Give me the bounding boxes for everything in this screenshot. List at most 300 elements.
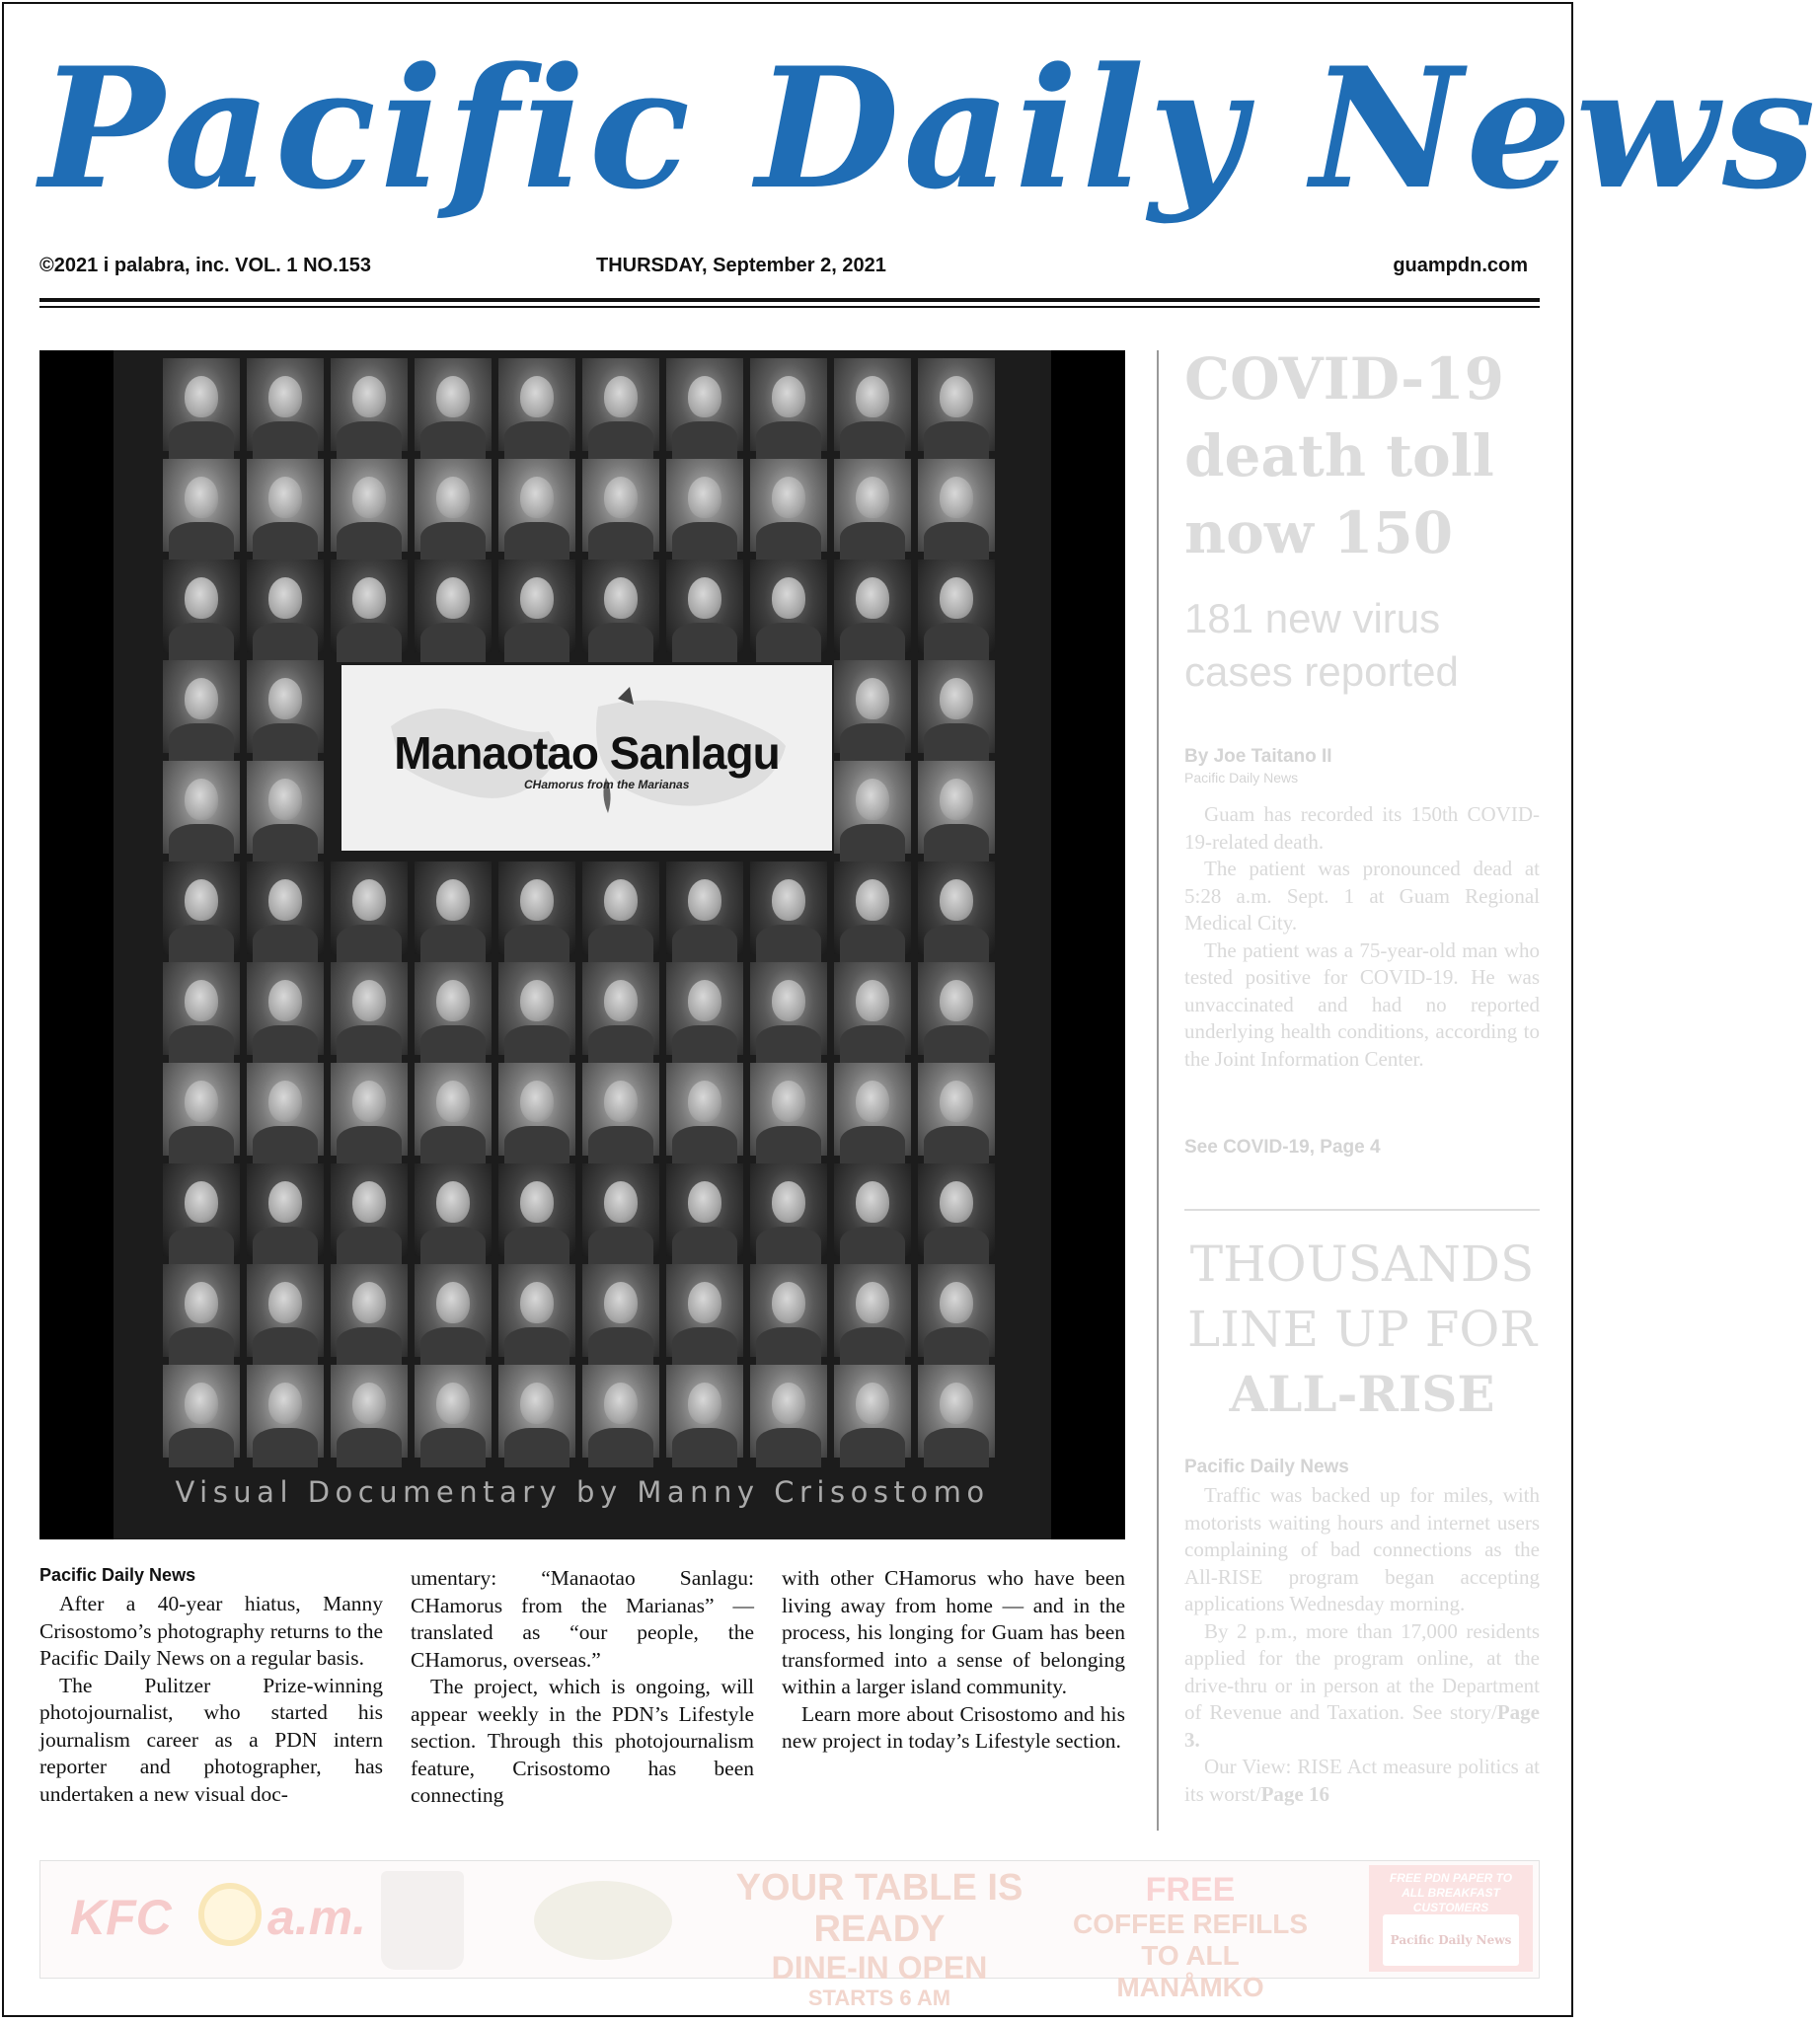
- portrait-face: [604, 1383, 638, 1424]
- article-paragraph: The project, which is ongoing, will appear weekly in the PDN’s Lifestyle section. Through this photojournalism feature, Crisostomo has been connecting: [411, 1675, 754, 1807]
- allrise-headline-line: LINE UP FOR: [1186, 1301, 1538, 1358]
- portrait-photo: [415, 1365, 492, 1458]
- allrise-headline-line: ALL-RISE: [1229, 1365, 1495, 1423]
- portrait-photo: [163, 1365, 240, 1458]
- portrait-photo: [834, 660, 911, 753]
- portrait-shoulders: [337, 1227, 402, 1266]
- portrait-shoulders: [588, 1025, 653, 1065]
- portrait-shoulders: [756, 1327, 821, 1367]
- portrait-face: [688, 577, 721, 619]
- portrait-photo: [163, 1264, 240, 1357]
- portrait-face: [520, 477, 554, 518]
- portrait-shoulders: [588, 522, 653, 562]
- portrait-face: [940, 879, 973, 921]
- portrait-face: [436, 577, 470, 619]
- portrait-shoulders: [253, 723, 318, 763]
- portrait-shoulders: [504, 1227, 569, 1266]
- portrait-shoulders: [840, 723, 905, 763]
- portrait-photo: [498, 560, 575, 652]
- portrait-photo: [582, 962, 659, 1055]
- portrait-photo: [331, 1163, 408, 1256]
- portrait-face: [352, 980, 386, 1021]
- portrait-shoulders: [924, 723, 989, 763]
- portrait-shoulders: [420, 421, 486, 461]
- portrait-photo: [331, 1264, 408, 1357]
- portrait-shoulders: [253, 623, 318, 662]
- portrait-photo: [834, 862, 911, 954]
- portrait-shoulders: [588, 1428, 653, 1467]
- portrait-photo: [666, 1365, 743, 1458]
- covid-body: [1184, 801, 1540, 1073]
- portrait-shoulders: [840, 1327, 905, 1367]
- portrait-shoulders: [169, 1126, 234, 1165]
- masthead-rule-thick: [39, 298, 1540, 302]
- portrait-shoulders: [672, 1025, 737, 1065]
- portrait-face: [352, 1181, 386, 1223]
- portrait-face: [856, 980, 889, 1021]
- allrise-paragraph-text: Our View: RISE Act measure politics at its worst/: [1184, 1755, 1540, 1806]
- portrait-face: [772, 1282, 805, 1323]
- portrait-face: [940, 1081, 973, 1122]
- portrait-photo: [498, 1365, 575, 1458]
- portrait-photo: [834, 761, 911, 854]
- portrait-shoulders: [588, 1227, 653, 1266]
- newspaper-icon: Pacific Daily News: [1383, 1914, 1519, 1966]
- portrait-photo: [918, 1163, 995, 1256]
- portrait-shoulders: [253, 925, 318, 964]
- portrait-shoulders: [672, 522, 737, 562]
- portrait-shoulders: [756, 522, 821, 562]
- portrait-face: [436, 1081, 470, 1122]
- portrait-photo: [498, 862, 575, 954]
- ad-line: TO ALL MANÅMKO: [1116, 1940, 1264, 2002]
- portrait-face: [268, 980, 302, 1021]
- article-paragraph: Learn more about Crisostomo and his new project in today’s Lifestyle section.: [782, 1701, 1125, 1753]
- portrait-photo: [918, 459, 995, 552]
- portrait-shoulders: [253, 1428, 318, 1467]
- covid-headline[interactable]: COVID-19 death toll now 150: [1184, 345, 1504, 566]
- portrait-photo: [918, 962, 995, 1055]
- allrise-headline[interactable]: [1184, 1232, 1540, 1427]
- portrait-shoulders: [840, 1428, 905, 1467]
- portrait-shoulders: [924, 1428, 989, 1467]
- ad-line: COFFEE REFILLS: [1073, 1909, 1308, 1939]
- portrait-face: [436, 376, 470, 417]
- portrait-shoulders: [924, 1227, 989, 1266]
- portrait-face: [268, 1282, 302, 1323]
- portrait-face: [604, 1081, 638, 1122]
- sidebar-divider: [1184, 1209, 1540, 1211]
- portrait-face: [856, 477, 889, 518]
- portrait-photo: [331, 862, 408, 954]
- portrait-shoulders: [337, 623, 402, 662]
- portrait-face: [688, 879, 721, 921]
- portrait-face: [520, 980, 554, 1021]
- portrait-shoulders: [420, 1428, 486, 1467]
- portrait-face: [856, 1383, 889, 1424]
- portrait-face: [772, 980, 805, 1021]
- portrait-photo: [415, 358, 492, 451]
- portrait-shoulders: [253, 1327, 318, 1367]
- portrait-photo: [834, 358, 911, 451]
- portrait-face: [268, 879, 302, 921]
- poster-logo-title: Manaotao Sanlagu: [394, 727, 780, 779]
- portrait-face: [604, 879, 638, 921]
- portrait-shoulders: [169, 1025, 234, 1065]
- portrait-photo: [750, 459, 827, 552]
- portrait-face: [940, 577, 973, 619]
- portrait-face: [436, 1181, 470, 1223]
- ad-promo-text: FREE PDN PAPER TO ALL BREAKFAST CUSTOMERS: [1389, 1871, 1513, 1914]
- portrait-photo: [163, 862, 240, 954]
- portrait-photo: [498, 1163, 575, 1256]
- portrait-face: [185, 1383, 218, 1424]
- portrait-photo: [666, 962, 743, 1055]
- article-source: Pacific Daily News: [39, 1565, 196, 1585]
- portrait-face: [604, 1282, 638, 1323]
- portrait-face: [604, 477, 638, 518]
- portrait-photo: [834, 1365, 911, 1458]
- portrait-face: [436, 477, 470, 518]
- portrait-shoulders: [672, 421, 737, 461]
- portrait-photo: [666, 862, 743, 954]
- portrait-photo: [247, 660, 324, 753]
- portrait-photo: [918, 761, 995, 854]
- portrait-face: [185, 879, 218, 921]
- masthead: [39, 30, 1820, 252]
- article-column-3: [782, 1565, 1125, 1756]
- portrait-photo: [666, 1063, 743, 1156]
- portrait-photo: [750, 1365, 827, 1458]
- portrait-shoulders: [504, 1428, 569, 1467]
- portrait-face: [688, 1081, 721, 1122]
- portrait-photo: [415, 962, 492, 1055]
- ad-free-refills: [1067, 1871, 1314, 2003]
- portrait-shoulders: [169, 925, 234, 964]
- portrait-photo: [247, 862, 324, 954]
- portrait-shoulders: [840, 1025, 905, 1065]
- portrait-shoulders: [756, 925, 821, 964]
- portrait-shoulders: [672, 925, 737, 964]
- portrait-shoulders: [504, 1327, 569, 1367]
- portrait-face: [688, 1383, 721, 1424]
- portrait-face: [856, 1282, 889, 1323]
- portrait-face: [520, 1383, 554, 1424]
- portrait-photo: [498, 1264, 575, 1357]
- portrait-face: [772, 577, 805, 619]
- portrait-face: [604, 376, 638, 417]
- portrait-shoulders: [420, 1227, 486, 1266]
- article-column-2: [411, 1565, 754, 1810]
- allrise-paragraph-text: By 2 p.m., more than 17,000 residents applied for the program online, at the drive-thru or in person at the Department of Revenue and Taxation. See story/: [1184, 1618, 1540, 1724]
- portrait-photo: [918, 1264, 995, 1357]
- portrait-face: [520, 879, 554, 921]
- portrait-photo: [247, 1365, 324, 1458]
- portrait-shoulders: [253, 1126, 318, 1165]
- portrait-face: [604, 980, 638, 1021]
- portrait-shoulders: [756, 623, 821, 662]
- portrait-shoulders: [672, 1227, 737, 1266]
- portrait-face: [185, 1282, 218, 1323]
- portrait-face: [352, 577, 386, 619]
- portrait-photo: [582, 862, 659, 954]
- column-divider: [1157, 350, 1159, 1831]
- portrait-shoulders: [169, 824, 234, 863]
- portrait-photo: [163, 358, 240, 451]
- portrait-face: [268, 1383, 302, 1424]
- portrait-photo: [247, 1163, 324, 1256]
- portrait-face: [856, 879, 889, 921]
- kfc-logo: KFC: [70, 1890, 172, 1945]
- portrait-shoulders: [169, 723, 234, 763]
- portrait-photo: [750, 962, 827, 1055]
- portrait-shoulders: [337, 1327, 402, 1367]
- portrait-shoulders: [253, 1227, 318, 1266]
- portrait-shoulders: [924, 1025, 989, 1065]
- portrait-shoulders: [504, 623, 569, 662]
- portrait-face: [520, 1181, 554, 1223]
- portrait-shoulders: [840, 925, 905, 964]
- portrait-shoulders: [840, 522, 905, 562]
- portrait-face: [352, 1282, 386, 1323]
- portrait-photo: [247, 761, 324, 854]
- portrait-face: [185, 678, 218, 719]
- covid-byline-source: Pacific Daily News: [1184, 770, 1299, 786]
- portrait-shoulders: [924, 522, 989, 562]
- portrait-face: [856, 1081, 889, 1122]
- ad-free-label: FREE: [1145, 1871, 1236, 1909]
- dateline: [39, 255, 1540, 282]
- portrait-face: [688, 1282, 721, 1323]
- portrait-shoulders: [588, 623, 653, 662]
- portrait-shoulders: [588, 1327, 653, 1367]
- portrait-face: [352, 879, 386, 921]
- portrait-photo: [834, 560, 911, 652]
- portrait-shoulders: [588, 1126, 653, 1165]
- portrait-photo: [247, 459, 324, 552]
- portrait-photo: [498, 1063, 575, 1156]
- portrait-face: [688, 477, 721, 518]
- portrait-photo: [247, 962, 324, 1055]
- portrait-shoulders: [420, 1126, 486, 1165]
- portrait-face: [352, 376, 386, 417]
- portrait-photo: [582, 459, 659, 552]
- portrait-face: [856, 577, 889, 619]
- ad-promo-box: [1369, 1865, 1533, 1972]
- portrait-face: [856, 376, 889, 417]
- portrait-shoulders: [672, 1327, 737, 1367]
- portrait-face: [940, 477, 973, 518]
- sun-icon: [198, 1883, 262, 1946]
- portrait-face: [352, 1081, 386, 1122]
- portrait-face: [772, 1181, 805, 1223]
- ad-line: DINE-IN OPEN: [771, 1950, 988, 1986]
- portrait-photo: [498, 358, 575, 451]
- portrait-face: [520, 577, 554, 619]
- portrait-shoulders: [672, 623, 737, 662]
- portrait-shoulders: [337, 522, 402, 562]
- portrait-shoulders: [924, 1327, 989, 1367]
- portrait-face: [940, 980, 973, 1021]
- portrait-shoulders: [504, 421, 569, 461]
- portrait-face: [185, 577, 218, 619]
- portrait-shoulders: [420, 1327, 486, 1367]
- portrait-photo: [163, 962, 240, 1055]
- portrait-photo: [331, 1365, 408, 1458]
- covid-jump-link[interactable]: See COVID-19, Page 4: [1184, 1137, 1381, 1158]
- portrait-photo: [750, 560, 827, 652]
- kfc-ad-banner[interactable]: [39, 1860, 1540, 2010]
- masthead-title[interactable]: Pacific Daily News: [39, 31, 1820, 226]
- portrait-shoulders: [420, 522, 486, 562]
- portrait-photo: [247, 1063, 324, 1156]
- portrait-shoulders: [840, 1126, 905, 1165]
- issue-date: THURSDAY, September 2, 2021: [596, 255, 886, 276]
- ad-line: YOUR TABLE IS READY: [735, 1867, 1024, 1950]
- portrait-photo: [331, 459, 408, 552]
- portrait-face: [856, 678, 889, 719]
- portrait-shoulders: [420, 623, 486, 662]
- portrait-photo: [415, 1063, 492, 1156]
- portrait-face: [940, 779, 973, 820]
- portrait-photo: [918, 560, 995, 652]
- allrise-body: [1184, 1482, 1540, 1808]
- portrait-photo: [415, 862, 492, 954]
- covid-subhead: 181 new virus cases reported: [1184, 595, 1459, 695]
- portrait-shoulders: [337, 925, 402, 964]
- portrait-face: [940, 1383, 973, 1424]
- portrait-shoulders: [840, 1227, 905, 1266]
- portrait-shoulders: [169, 1327, 234, 1367]
- portrait-shoulders: [504, 925, 569, 964]
- portrait-photo: [163, 560, 240, 652]
- portrait-shoulders: [756, 1126, 821, 1165]
- portrait-photo: [331, 358, 408, 451]
- portrait-face: [268, 477, 302, 518]
- portrait-photo: [163, 459, 240, 552]
- portrait-shoulders: [924, 824, 989, 863]
- portrait-photo: [498, 459, 575, 552]
- portrait-photo: [918, 1365, 995, 1458]
- portrait-photo: [582, 560, 659, 652]
- portrait-face: [520, 1282, 554, 1323]
- portrait-photo: [415, 1163, 492, 1256]
- portrait-photo: [247, 1264, 324, 1357]
- article-column-1: [39, 1591, 383, 1808]
- portrait-photo: [582, 1163, 659, 1256]
- portrait-face: [352, 477, 386, 518]
- portrait-face: [436, 1383, 470, 1424]
- portrait-photo: [163, 1063, 240, 1156]
- portrait-shoulders: [924, 925, 989, 964]
- portrait-face: [185, 1081, 218, 1122]
- portrait-photo: [750, 1264, 827, 1357]
- portrait-photo: [331, 962, 408, 1055]
- portrait-shoulders: [169, 623, 234, 662]
- poster-caption: Visual Documentary by Manny Crisostomo: [175, 1475, 990, 1509]
- portrait-photo: [918, 1063, 995, 1156]
- allrise-page-link[interactable]: Page 3.: [1184, 1700, 1540, 1752]
- portrait-photo: [750, 862, 827, 954]
- portrait-shoulders: [253, 421, 318, 461]
- poster-logo-box: [341, 665, 832, 851]
- portrait-shoulders: [924, 1126, 989, 1165]
- covid-paragraph: The patient was a 75-year-old man who tested positive for COVID-19. He was unvaccinated and had no reported underlying health conditions, according to the Joint Information Center.: [1184, 937, 1540, 1071]
- portrait-face: [268, 1181, 302, 1223]
- portrait-face: [688, 980, 721, 1021]
- covid-byline: By Joe Taitano II: [1184, 746, 1332, 767]
- portrait-shoulders: [756, 1025, 821, 1065]
- portrait-face: [185, 980, 218, 1021]
- portrait-photo: [331, 1063, 408, 1156]
- portrait-photo: [582, 1365, 659, 1458]
- portrait-shoulders: [672, 1428, 737, 1467]
- portrait-photo: [163, 660, 240, 753]
- portrait-photo: [750, 1163, 827, 1256]
- portrait-face: [436, 879, 470, 921]
- portrait-shoulders: [169, 421, 234, 461]
- article-paragraph: The Pulitzer Prize-winning photojournalist, who started his journalism career as a PDN intern reporter and photographer, has undertaken a new visual doc-: [39, 1673, 383, 1806]
- portrait-photo: [834, 459, 911, 552]
- portrait-face: [940, 1181, 973, 1223]
- portrait-grid: [163, 358, 997, 1465]
- article-paragraph: After a 40-year hiatus, Manny Crisostomo’s photography returns to the Pacific Daily News on a regular basis.: [39, 1592, 383, 1670]
- coffee-cup-icon: [381, 1871, 464, 1970]
- portrait-shoulders: [504, 1126, 569, 1165]
- portrait-face: [688, 376, 721, 417]
- website-link[interactable]: guampdn.com: [1393, 255, 1528, 276]
- portrait-shoulders: [672, 1126, 737, 1165]
- article-paragraph: umentary: “Manaotao Sanlagu: CHamorus from the Marianas” — translated as “our people, the CHamorus, overseas.”: [411, 1566, 754, 1672]
- portrait-shoulders: [588, 925, 653, 964]
- portrait-face: [940, 1282, 973, 1323]
- portrait-face: [185, 1181, 218, 1223]
- portrait-shoulders: [337, 421, 402, 461]
- portrait-face: [185, 477, 218, 518]
- portrait-face: [772, 1383, 805, 1424]
- portrait-photo: [247, 560, 324, 652]
- portrait-photo: [331, 560, 408, 652]
- lead-photo[interactable]: [39, 350, 1125, 1539]
- ad-line: STARTS 6 AM: [807, 1986, 951, 2010]
- portrait-photo: [666, 1163, 743, 1256]
- portrait-photo: [163, 1163, 240, 1256]
- portrait-face: [772, 376, 805, 417]
- masthead-rule-thin: [39, 306, 1540, 308]
- portrait-shoulders: [420, 925, 486, 964]
- portrait-face: [268, 779, 302, 820]
- portrait-photo: [750, 1063, 827, 1156]
- article-paragraph: with other CHamorus who have been living away from home — and in the process, his longing for Guam has been transformed into a sense of belonging within a larger island community.: [782, 1566, 1125, 1698]
- portrait-photo: [498, 962, 575, 1055]
- portrait-shoulders: [253, 1025, 318, 1065]
- portrait-photo: [415, 459, 492, 552]
- portrait-face: [352, 1383, 386, 1424]
- portrait-photo: [415, 560, 492, 652]
- portrait-photo: [918, 660, 995, 753]
- portrait-face: [436, 1282, 470, 1323]
- ad-table-text: [692, 1867, 1067, 2011]
- portrait-face: [520, 1081, 554, 1122]
- portrait-photo: [834, 1063, 911, 1156]
- portrait-face: [268, 1081, 302, 1122]
- portrait-face: [772, 477, 805, 518]
- opinion-page-link[interactable]: Page 16: [1260, 1781, 1329, 1806]
- portrait-photo: [582, 358, 659, 451]
- portrait-face: [772, 1081, 805, 1122]
- portrait-photo: [834, 962, 911, 1055]
- portrait-face: [268, 678, 302, 719]
